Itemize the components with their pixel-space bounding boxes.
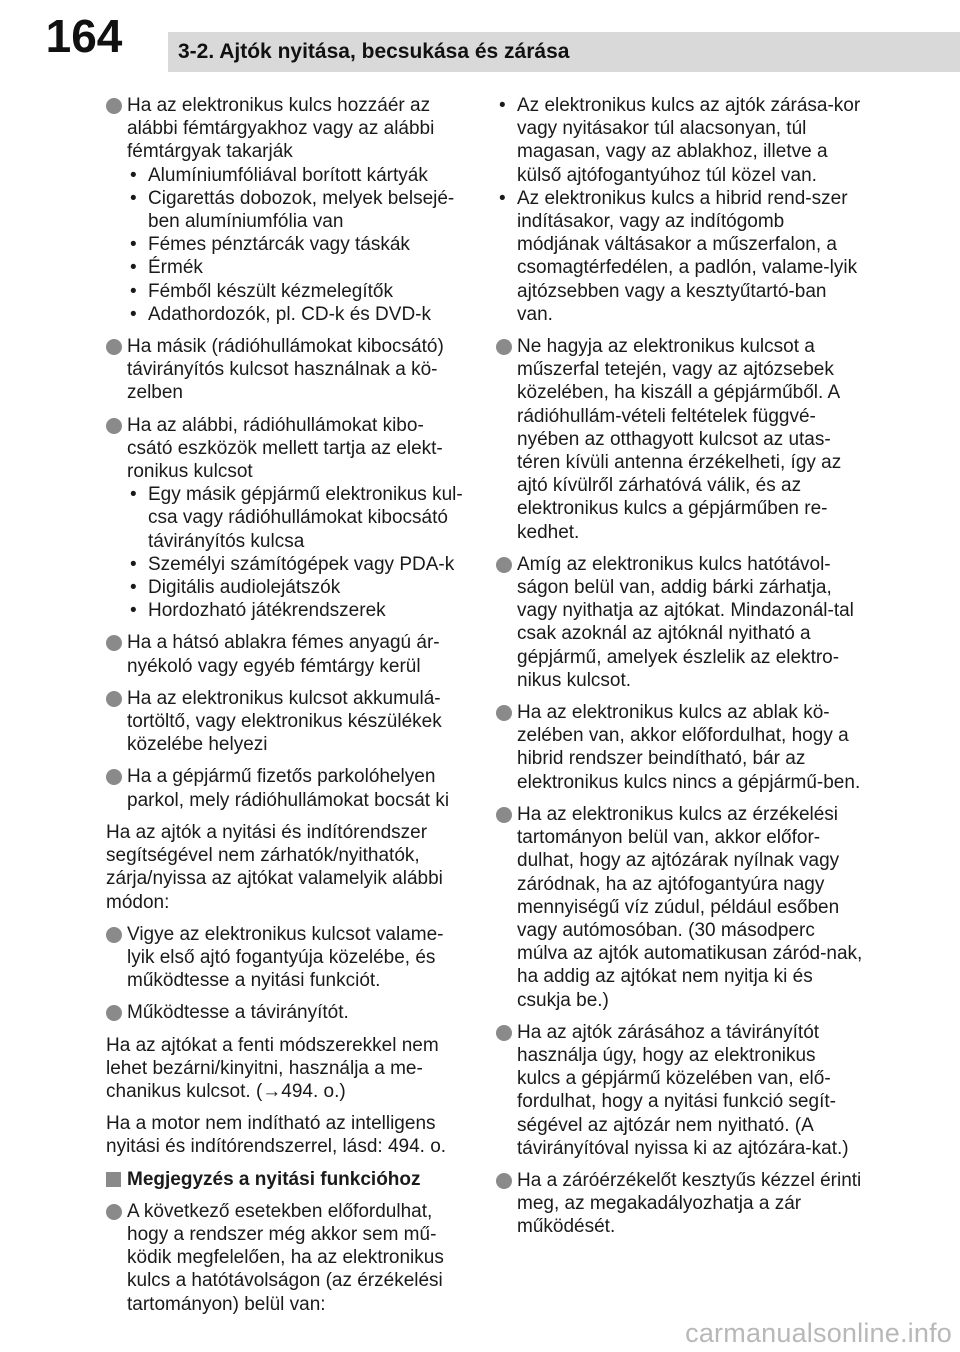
- bullet-block: [106, 923, 468, 993]
- sub-list: [127, 483, 468, 622]
- section-title: 3-2. Ajtók nyitása, becsukása és zárása: [178, 40, 570, 63]
- sub-list: [127, 164, 468, 326]
- bullet-block: [106, 1001, 468, 1024]
- bullet-dot-icon: [106, 339, 122, 355]
- bullet-dot-icon: [106, 927, 122, 943]
- bullet-dot-icon: [106, 1204, 122, 1220]
- paragraph: Ha az ajtókat a fenti módszerekkel nem lehet bezárni/kinyitni, használja a me-chanikus kulcsot. (→494. o.): [106, 1034, 439, 1102]
- bullet-dot-icon: [106, 1005, 122, 1021]
- bullet-dot-icon: [106, 418, 122, 434]
- bullet-text: Ha másik (rádióhullámokat kibocsátó) távirányítós kulcsot használnak a kö-zelben: [127, 336, 444, 404]
- list-item: • Egy másik gépjármű elektronikus kul-csa vagy rádióhullámokat kibocsátó távirányítós kulcsa: [127, 483, 468, 553]
- bullet-text: Ha a gépjármű fizetős parkolóhelyen parkol, mely rádióhullámokat bocsát ki: [127, 766, 450, 811]
- bullet-dot-icon: [496, 1173, 512, 1189]
- list-item: • Cigarettás dobozok, melyek belsejé-ben alumíniumfólia van: [127, 187, 468, 233]
- list-item: • Érmék: [127, 256, 468, 279]
- bullet-text: Ha az elektronikus kulcs az érzékelési tartományon belül van, akkor előfor-dulhat, hogy az ajtózárak nyílnak vagy záródnak, ha az ajtófogantyúra nagy mennyiségű víz zúdul, például esőben vagy autómosóban. (30 másodperc múlva az ajtók automatikusan záród-nak, ha addig az ajtókat nem nyitja ki és csukja be.): [517, 803, 863, 1011]
- right-column: [496, 94, 864, 1248]
- bullet-dot-icon: [496, 339, 512, 355]
- bullet-block: [496, 803, 864, 1012]
- bullet-block: [496, 553, 864, 692]
- bullet-block: [496, 1169, 864, 1239]
- bullet-text: Ha a hátsó ablakra fémes anyagú ár-nyékoló vagy egyéb fémtárgy kerül: [127, 632, 440, 677]
- bullet-text: Vigye az elektronikus kulcsot valame-lyik első ajtó fogantyúja közelébe, és működtesse a nyitási funkciót.: [127, 923, 444, 992]
- paragraph: Ha a motor nem indítható az intelligens nyitási és indítórendszerrel, lásd: 494. o.: [106, 1113, 447, 1158]
- bullet-block: [106, 1200, 468, 1316]
- bullet-dot-icon: [106, 98, 122, 114]
- sub-list: [496, 94, 864, 326]
- paragraph: Ha az ajtók a nyitási és indítórendszer segítségével nem zárhatók/nyithatók, zárja/nyissa az ajtókat valamelyik alábbi módon:: [106, 821, 443, 913]
- list-item: • Személyi számítógépek vagy PDA-k: [127, 553, 468, 576]
- bullet-dot-icon: [106, 635, 122, 651]
- bullet-text: Ne hagyja az elektronikus kulcsot a műszerfal tetején, vagy az ajtózsebek közelében, ha kiszáll a gépjárműből. A rádióhullám-vételi feltételek függvé-nyében az otthagyott kulcsot az utas-téren kívüli antenna érzékelheti, így az ajtó kívülről zárhatóvá válik, és az elektronikus kulcs a gépjárműben re-kedhet.: [517, 336, 842, 543]
- bullet-text: Működtesse a távirányítót.: [127, 1002, 349, 1024]
- bullet-block: [106, 631, 468, 677]
- page-header: [0, 0, 960, 72]
- list-item: • Az elektronikus kulcs a hibrid rend-szer indításakor, vagy az indítógomb módjának váltásakor a műszerfalon, a csomagtérfedélen, a padlón, valame-lyik ajtózsebben vagy a kesztyűtartó-ban van.: [496, 187, 864, 326]
- bullet-text: Ha az elektronikus kulcs hozzáér az alábbi fémtárgyakhoz vagy az alábbi fémtárgyak takarják: [127, 95, 435, 163]
- list-item: • Fémből készült kézmelegítők: [127, 280, 468, 303]
- bullet-dot-icon: [496, 1025, 512, 1041]
- bullet-block: [106, 687, 468, 757]
- note-heading: [106, 1168, 468, 1191]
- list-item: • Fémes pénztárcák vagy táskák: [127, 233, 468, 256]
- bullet-text: Ha az ajtók zárásához a távirányítót használja úgy, hogy az elektronikus kulcs a gépjármű közelében van, elő-fordulhat, hogy a nyitási funkció segít-ségével az ajtózár nem nyitható. (A távirányítóval nyissa ki az ajtózára-kat.): [517, 1021, 849, 1159]
- bullet-dot-icon: [106, 691, 122, 707]
- list-item: • Hordozható játékrendszerek: [127, 599, 468, 622]
- bullet-dot-icon: [496, 705, 512, 721]
- bullet-block: [106, 765, 468, 811]
- bullet-text: A következő esetekben előfordulhat, hogy a rendszer még akkor sem mű-ködik megfelelően, ha az elektronikus kulcs a hatótávolságon (az érzékelési tartományon) belül van:: [127, 1200, 444, 1315]
- page-number: 164: [0, 0, 168, 72]
- bullet-text: Ha az alábbi, rádióhullámokat kibo-csátó eszközök mellett tartja az elekt-ronikus kulcsot: [127, 414, 443, 483]
- bullet-block: [496, 1021, 864, 1160]
- bullet-dot-icon: [496, 807, 512, 823]
- bullet-block: [496, 335, 864, 544]
- bullet-block: [106, 414, 468, 623]
- list-item: • Alumíniumfóliával borított kártyák: [127, 164, 468, 187]
- list-item: • Adathordozók, pl. CD-k és DVD-k: [127, 303, 468, 326]
- bullet-text: Ha az elektronikus kulcsot akkumulá-tortöltő, vagy elektronikus készülékek közelébe helyezi: [127, 687, 442, 756]
- square-marker-icon: [106, 1172, 121, 1187]
- left-column: [106, 94, 468, 1325]
- bullet-dot-icon: [496, 557, 512, 573]
- watermark: carmanualsonline.info: [685, 1318, 952, 1348]
- bullet-block: [496, 701, 864, 794]
- bullet-dot-icon: [106, 769, 122, 785]
- bullet-text: Ha az elektronikus kulcs az ablak kö-zelében van, akkor előfordulhat, hogy a hibrid rendszer beindítható, bár az elektronikus kulcs nincs a gépjármű-ben.: [517, 702, 861, 793]
- bullet-block: [106, 335, 468, 405]
- bullet-block: [106, 94, 468, 326]
- bullet-text: Ha a záróérzékelőt kesztyűs kézzel érinti meg, az megakadályozhatja a zár működését.: [517, 1169, 862, 1238]
- list-item: • Az elektronikus kulcs az ajtók zárása-kor vagy nyitásakor túl alacsonyan, túl magasan, vagy az ablakhoz, illetve a külső ajtófogantyúhoz túl közel van.: [496, 94, 864, 187]
- note-heading-text: Megjegyzés a nyitási funkcióhoz: [127, 1168, 421, 1190]
- bullet-text: Amíg az elektronikus kulcs hatótávol-ságon belül van, addig bárki zárhatja, vagy nyithatja az ajtókat. Mindazonál-tal csak azoknál az ajtóknál nyitható a gépjármű, amelyek észlelik az elektro-nikus kulcsot.: [517, 553, 854, 691]
- list-item: • Digitális audiolejátszók: [127, 576, 468, 599]
